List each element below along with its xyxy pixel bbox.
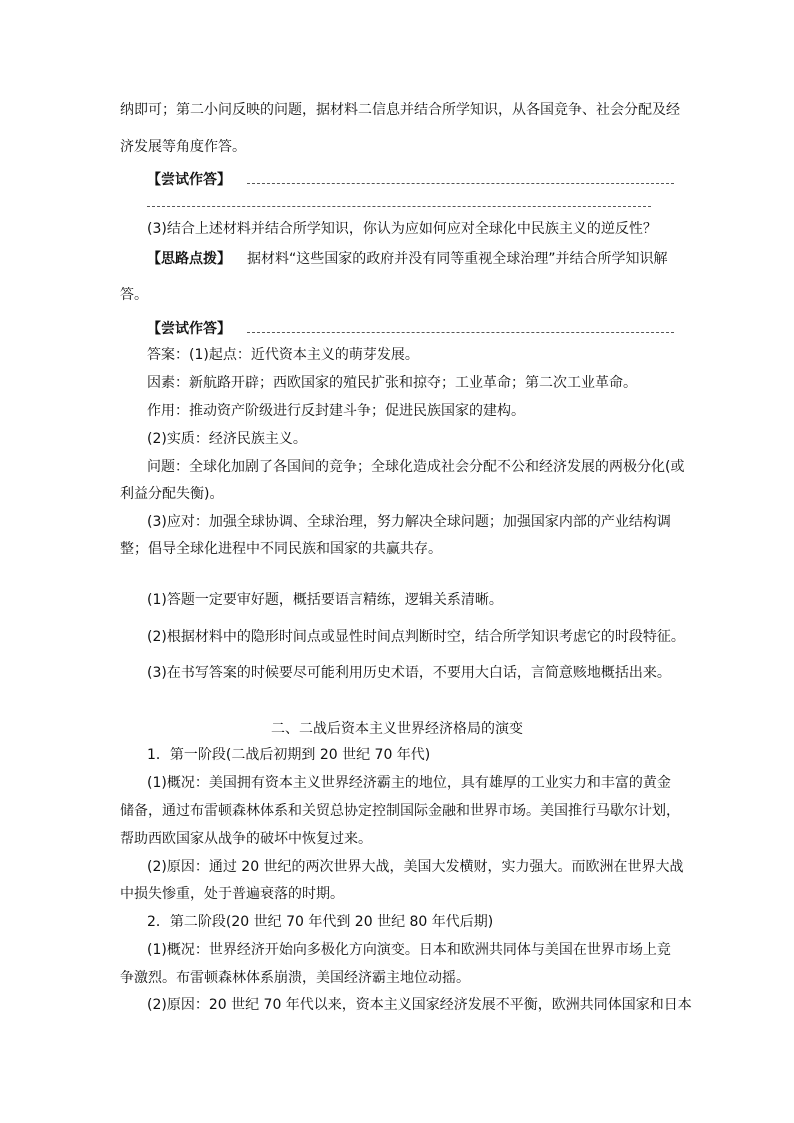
paragraph-line: 争激烈。布雷顿森林体系崩溃，美国经济霸主地位动摇。 xyxy=(120,970,470,986)
answer-dotted-line xyxy=(247,183,674,184)
paragraph-line: 储备，通过布雷顿森林体系和关贸总协定控制国际金融和世界市场。美国推行马歇尔计划， xyxy=(120,803,680,819)
paragraph-line: 帮助西欧国家从战争的破坏中恢复过来。 xyxy=(120,831,372,847)
tip-line: (2)根据材料中的隐形时间点或显性时间点判断时空，结合所学知识考虑它的时段特征。 xyxy=(147,629,685,645)
tip-line: (3)在书写答案的时候要尽可能利用历史术语，不要用大白话，言简意赅地概括出来。 xyxy=(147,665,671,681)
hint-label: 【思路点拨】 xyxy=(147,251,231,267)
answer-line: (2)实质：经济民族主义。 xyxy=(147,431,307,447)
subsection-heading: 2．第二阶段(20 世纪 70 年代到 20 世纪 80 年代后期) xyxy=(147,914,494,930)
paragraph-line: 中损失惨重，处于普遍衰落的时期。 xyxy=(120,886,344,902)
try-answer-row xyxy=(147,319,674,339)
hint-text-continued: 答。 xyxy=(120,287,148,303)
paragraph-line: 济发展等角度作答。 xyxy=(120,139,246,155)
answer-dotted-line xyxy=(147,206,651,207)
answer-line: 整；倡导全球化进程中不同民族和国家的共赢共存。 xyxy=(120,541,442,557)
answer-line: 问题：全球化加剧了各国间的竞争；全球化造成社会分配不公和经济发展的两极分化(或 xyxy=(147,459,685,475)
tip-line: (1)答题一定要审好题，概括要语言精练，逻辑关系清晰。 xyxy=(147,592,503,608)
try-answer-label: 【尝试作答】 xyxy=(147,172,231,188)
paragraph-line: (1)概况：美国拥有资本主义世界经济霸主的地位，具有雄厚的工业实力和丰富的黄金 xyxy=(147,775,671,791)
answer-line: 因素：新航路开辟；西欧国家的殖民扩张和掠夺；工业革命；第二次工业革命。 xyxy=(147,375,637,391)
answer-line: 利益分配失衡)。 xyxy=(120,486,224,502)
try-answer-row xyxy=(147,170,674,190)
subsection-heading: 1．第一阶段(二战后初期到 20 世纪 70 年代) xyxy=(147,747,431,763)
try-answer-label: 【尝试作答】 xyxy=(147,321,231,337)
question-3: (3)结合上述材料并结合所学知识，你认为应如何应对全球化中民族主义的逆反性？ xyxy=(147,221,657,237)
paragraph-line: 纳即可；第二小问反映的问题，据材料二信息并结合所学知识，从各国竞争、社会分配及经 xyxy=(120,102,680,118)
answer-dotted-line xyxy=(247,332,674,333)
section-heading: 二、二战后资本主义世界经济格局的演变 xyxy=(271,721,523,737)
answer-line: 答案：(1)起点：近代资本主义的萌芽发展。 xyxy=(147,347,419,363)
hint-text: 据材料“这些国家的政府并没有同等重视全球治理”并结合所学知识解 xyxy=(247,251,668,267)
paragraph-line: (2)原因：通过 20 世纪的两次世界大战，美国大发横财，实力强大。而欧洲在世界大战 xyxy=(147,859,684,875)
answer-line: (3)应对：加强全球协调、全球治理，努力解决全球问题；加强国家内部的产业结构调 xyxy=(147,514,671,530)
paragraph-line: (1)概况：世界经济开始向多极化方向演变。日本和欧洲共同体与美国在世界市场上竞 xyxy=(147,942,671,958)
hint-line xyxy=(147,249,680,269)
answer-line: 作用：推动资产阶级进行反封建斗争；促进民族国家的建构。 xyxy=(147,403,525,419)
paragraph-line: (2)原因：20 世纪 70 年代以来，资本主义国家经济发展不平衡，欧洲共同体国家和日本 xyxy=(147,997,692,1013)
